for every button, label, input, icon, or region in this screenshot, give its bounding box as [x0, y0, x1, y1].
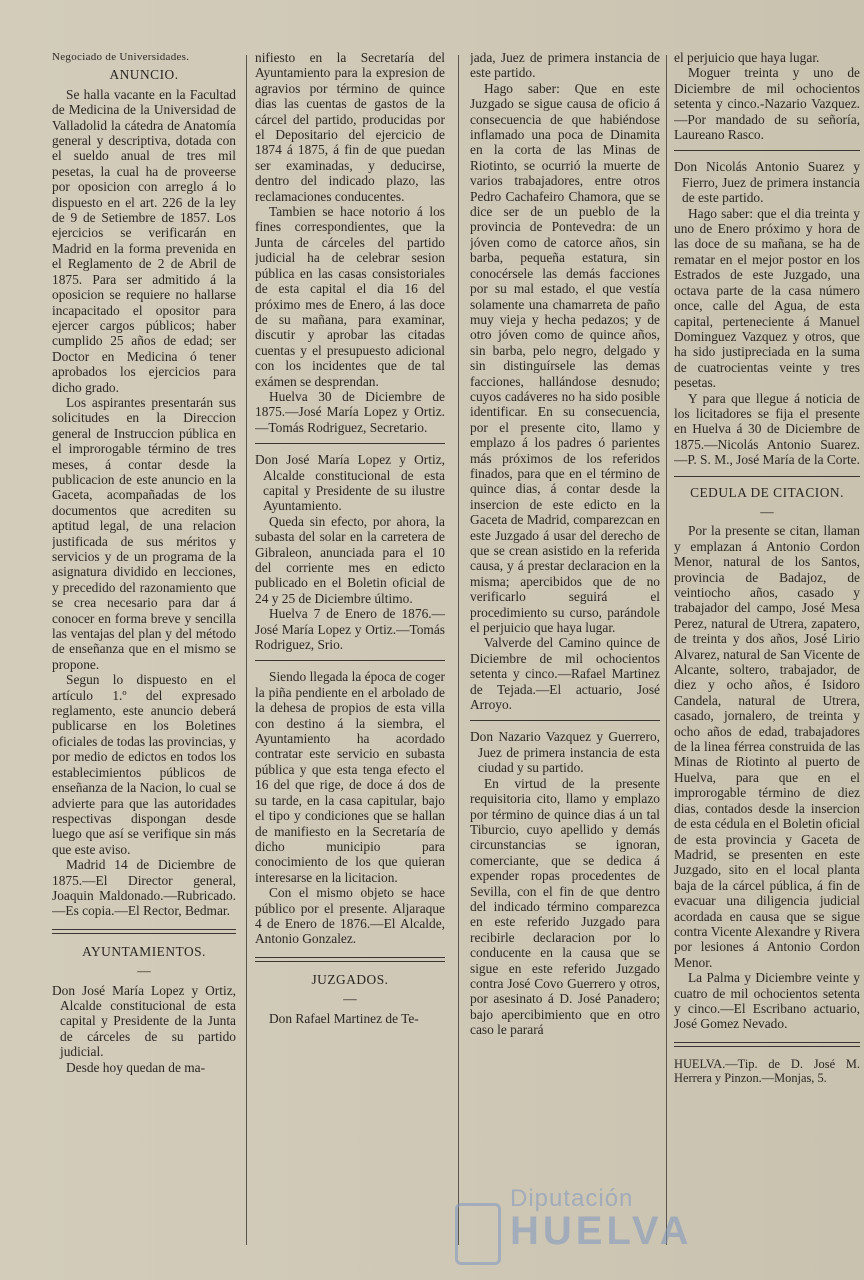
- subasta-signature: Huelva 7 de Enero de 1876.—José María Lopez y Ortiz.—Tomás Rodriguez, Srio.: [255, 606, 445, 653]
- cedula-text: Por la presente se citan, llaman y emplazan á Antonio Cordon Menor, natural de los Santos, provincia de Badajoz, de veintiocho años, casado y trabajador del campo, José Mesa Perez, natural de Utrera, zapatero, de treinta y dos años, José Lirio Alvarez, natural de San Vicente de Alcante, soltero, trabajador, de diez y ocho años, é Isidoro Candela, natural de Utrera, casado, jornalero, de treinta y ocho años de edad, trabajadores de la linea férrea construida de las Minas de Riotinto al puerto de Huelva, para que en el improrogable término de diez dias, contados desde la insercion de esta cédula en el Boletin oficial de esta provincia y Gaceta de Madrid, se presenten en este Juzgado, sito en el local planta baja de la cárcel pública, á fin de evacuar una diligencia judicial acordada en causa que se sigue contra Vicente Alexandre y Rivera por lesiones á Antonio Cordon Menor.: [674, 523, 860, 970]
- title-dash: —: [343, 991, 357, 1007]
- anuncio-paragraph-3: Segun lo dispuesto en el artículo 1.º del expresado reglamento, este anuncio deberá publicarse en los Boletines oficiales de todas las provincias, y por medio de edictos en todos los establecimientos públicos de enseñanza de la Nacion, lo cual se advierte para que las autoridades respectivas dispongan desde luego que así se verifique sin más que este aviso.: [52, 672, 236, 857]
- anuncio-paragraph-1: Se halla vacante en la Facultad de Medicina de la Universidad de Valladolid la cátedra de Anatomía general y descriptiva, dotada con el sueldo anual de tres mil pesetas, la cual ha de proveerse por oposicion con arreglo á lo dispuesto en el art. 226 de la ley de 9 de Setiembre de 1857. Los ejercicios se verificarán en Madrid en la forma prevenida en el Reglamento de 2 de Abril de 1875. Para ser admitido á la oposicion se requiere no hallarse incapacitado el opositor para ejercer cargos públicos; haber cumplido 25 años de edad; ser Doctor en Medicina ó tener aprobados los ejercicios para dicho grado.: [52, 86, 236, 395]
- ayuntamiento-notice-heading: Don José María Lopez y Ortiz, Alcalde constitucional de esta capital y Presidente de la Junta de cárceles de su partido judicial.: [52, 982, 236, 1060]
- column-4: [674, 50, 860, 1270]
- section-divider: [255, 957, 445, 962]
- remate-signature: Y para que llegue á noticia de los licitadores se fija el presente en Huelva á 30 de Diciembre de 1875.—Nicolás Antonio Suarez.—P. S. M., José María de la Corte.: [674, 390, 860, 468]
- column-2: [255, 50, 445, 1270]
- pina-notice-text: Siendo llegada la época de coger la piña pendiente en el arbolado de la dehesa de propios de esta villa con destino á la siembra, el Ayuntamiento ha acordado contratar este servicio en subasta pública y que esta tenga efecto el 16 del que rige, de doce á dos de su tarde, en la casa capitular, bajo el tipo y condiciones que se hallan de manifiesto en la Secretaría de dicho municipio para conocimiento de los que quieran interesarse en la licitacion.: [255, 669, 445, 885]
- remate-notice-text: Hago saber: que el dia treinta y uno de Enero próximo y hora de las doce de su mañana, se ha de rematar en el mejor postor en los Estrados de este Juzgado, una octava parte de la casa número once, calle del Agua, de esta capital, perteneciente á Manuel Dominguez Vazquez y otros, que ha sido justipreciada en la suma de cuatrocientas veinte y tres pesetas.: [674, 205, 860, 391]
- moguer-notice-text: En virtud de la presente requisitoria cito, llamo y emplazo por término de quince dias á un tal Tiburcio, cuyo apellido y demás circunstancias se ignoran, comerciante, que se dedica á expender ropas procedentes de Sevilla, con el fin de que dentro del indicado término comparezca en este referido Juzgado para recibirle declaracion por lo conducente en la causa que se sigue en este referido Juzgado contra José Covo Guerrero y otros, por asesinato á D. José Panadero; bajo apercibimiento que en otro caso le parará: [470, 775, 660, 1038]
- notice-divider: [255, 443, 445, 444]
- moguer-notice-continued: el perjuicio que haya lugar.: [674, 50, 820, 65]
- anuncio-paragraph-2: Los aspirantes presentarán sus solicitudes en la Direccion general de Instruccion pública en el improrogable término de tres meses, á contar desde la publicacion de este anuncio en la Gaceta, acompañadas de los documentos que acrediten su aptitud legal, de una relacion justificada de sus méritos y servicios y de un programa de la asignatura dividido en lecciones, y precedido del razonamiento que se crea necesario para dar á conocer en forma breve y sencilla las ventajas del plan y del método de enseñanza que en el mismo se propone.: [52, 394, 236, 672]
- title-dash: —: [137, 963, 151, 979]
- moguer-notice-heading: Don Nazario Vazquez y Guerrero, Juez de primera instancia de esta ciudad y su partido.: [470, 729, 660, 776]
- column-1: [52, 50, 236, 1270]
- footer-divider: [674, 1042, 860, 1047]
- department-header: Negociado de Universidades.: [52, 51, 190, 63]
- section-title-anuncio: ANUNCIO.: [109, 67, 179, 83]
- watermark-line-1: Diputación: [510, 1185, 634, 1212]
- section-title-cedula: CEDULA DE CITACION.: [690, 484, 844, 500]
- carcel-accounts-paragraph: nifiesto en la Secretaría del Ayuntamiento para la expresion de agravios por término de quince dias las cuentas de gastos de la cárcel del partido, producidas por el Depositario del ejercicio de 1874 á 1875, á fin de que puedan ser examinadas, y deducirse, dentro del indicado plazo, las reclamaciones conducentes.: [255, 50, 445, 204]
- ayuntamiento-notice-text: Desde hoy quedan de ma-: [66, 1059, 206, 1075]
- section-title-juzgados: JUZGADOS.: [311, 971, 389, 987]
- valverde-notice-heading: jada, Juez de primera instancia de este partido.: [470, 50, 660, 81]
- juzgado-notice-heading: Don Rafael Martinez de Te-: [269, 1010, 419, 1026]
- anuncio-signature: Madrid 14 de Diciembre de 1875.—El Director general, Joaquin Maldonado.—Rubricado.—Es copia.—El Rector, Bedmar.: [52, 857, 236, 919]
- section-title-ayuntamientos: AYUNTAMIENTOS.: [82, 943, 206, 959]
- notice-divider: [674, 150, 860, 151]
- notice-divider: [255, 660, 445, 661]
- column-divider-2: [458, 55, 459, 1245]
- moguer-signature: Moguer treinta y uno de Diciembre de mil ochocientos setenta y cinco.-Nazario Vazquez.—Por mandado de su señoría, Laureano Rasco.: [674, 65, 860, 143]
- column-3: [470, 50, 660, 1270]
- watermark-line-2: HUELVA: [510, 1209, 693, 1253]
- valverde-notice-text: Hago saber: Que en este Juzgado se sigue causa de oficio á consecuencia de que habiéndose inflamado una poca de Dinamita en la corta de las Minas de Riotinto, se ocurrió la muerte de varios trabajadores, entre otros Pedro Cachafeiro Chamora, que se dice ser de un pueblo de la provincia de Pontevedra: de un jóven como de catorce años, sin barba, pequeña estatura, sin conocérsele las demás facciones por su mal estado, el que vestía solamente una chamarreta de paño muy vieja y hecha pedazos; y de otro jóven como de quince años, sin barba, pelo negro, delgado y sin distinguírsele las demas facciones, hallándose desnudo; cuyos cadáveres no ha sido posible identificar. En su consecuencia, por el presente cito, llamo y emplazo á los padres ó parientes más próximos de los referidos finados, para que en el término de quince dias, á contar desde la insercion de este edicto en la Gaceta de Madrid, comparezcan en este Juzgado á usar del derecho de que se crean asistido en la referida causa, y á prestar declaracion en la misma; apercibidos que de no verificarlo seguirá el procedimiento su curso, parándole el perjuicio que haya lugar.: [470, 80, 660, 636]
- notice-divider: [674, 476, 860, 477]
- column-divider-1: [246, 55, 247, 1245]
- subasta-notice-text: Queda sin efecto, por ahora, la subasta del solar en la carretera de Gibraleon, anunciada para el 10 del corriente mes en edicto publicado en el Boletin oficial de 24 y 25 de Diciembre último.: [255, 513, 445, 606]
- remate-notice-heading: Don Nicolás Antonio Suarez y Fierro, Juez de primera instancia de este partido.: [674, 159, 860, 206]
- title-dash: —: [760, 503, 774, 519]
- carcel-signature: Huelva 30 de Diciembre de 1875.—José María Lopez y Ortiz.—Tomás Rodriguez, Secretario.: [255, 388, 445, 435]
- junta-session-paragraph: Tambien se hace notorio á los fines correspondientes, que la Junta de cárceles del partido judicial ha de celebrar sesion pública en las casas consistoriales de esta capital el dia 16 del próximo mes de Enero, á las doce de su mañana, para examinar, discutir y aprobar las citadas cuentas y el presupuesto adicional con los incidentes que de tal exámen se desprendan.: [255, 204, 445, 389]
- column-divider-3: [666, 55, 667, 1245]
- pina-signature: Con el mismo objeto se hace público por el presente. Aljaraque 4 de Enero de 1876.—El Alcalde, Antonio Gonzalez.: [255, 885, 445, 947]
- printer-footer: HUELVA.—Tip. de D. José M. Herrera y Pinzon.—Monjas, 5.: [674, 1056, 860, 1085]
- cedula-signature: La Palma y Diciembre veinte y cuatro de mil ochocientos setenta y cinco.—El Escribano actuario, José Gomez Nevado.: [674, 970, 860, 1032]
- valverde-signature: Valverde del Camino quince de Diciembre de mil ochocientos setenta y cinco.—Rafael Martinez de Tejada.—El actuario, José Arroyo.: [470, 635, 660, 713]
- notice-divider: [470, 720, 660, 721]
- subasta-notice-heading: Don José María Lopez y Ortiz, Alcalde constitucional de esta capital y Presidente de su ilustre Ayuntamiento.: [255, 452, 445, 514]
- section-divider: [52, 929, 236, 934]
